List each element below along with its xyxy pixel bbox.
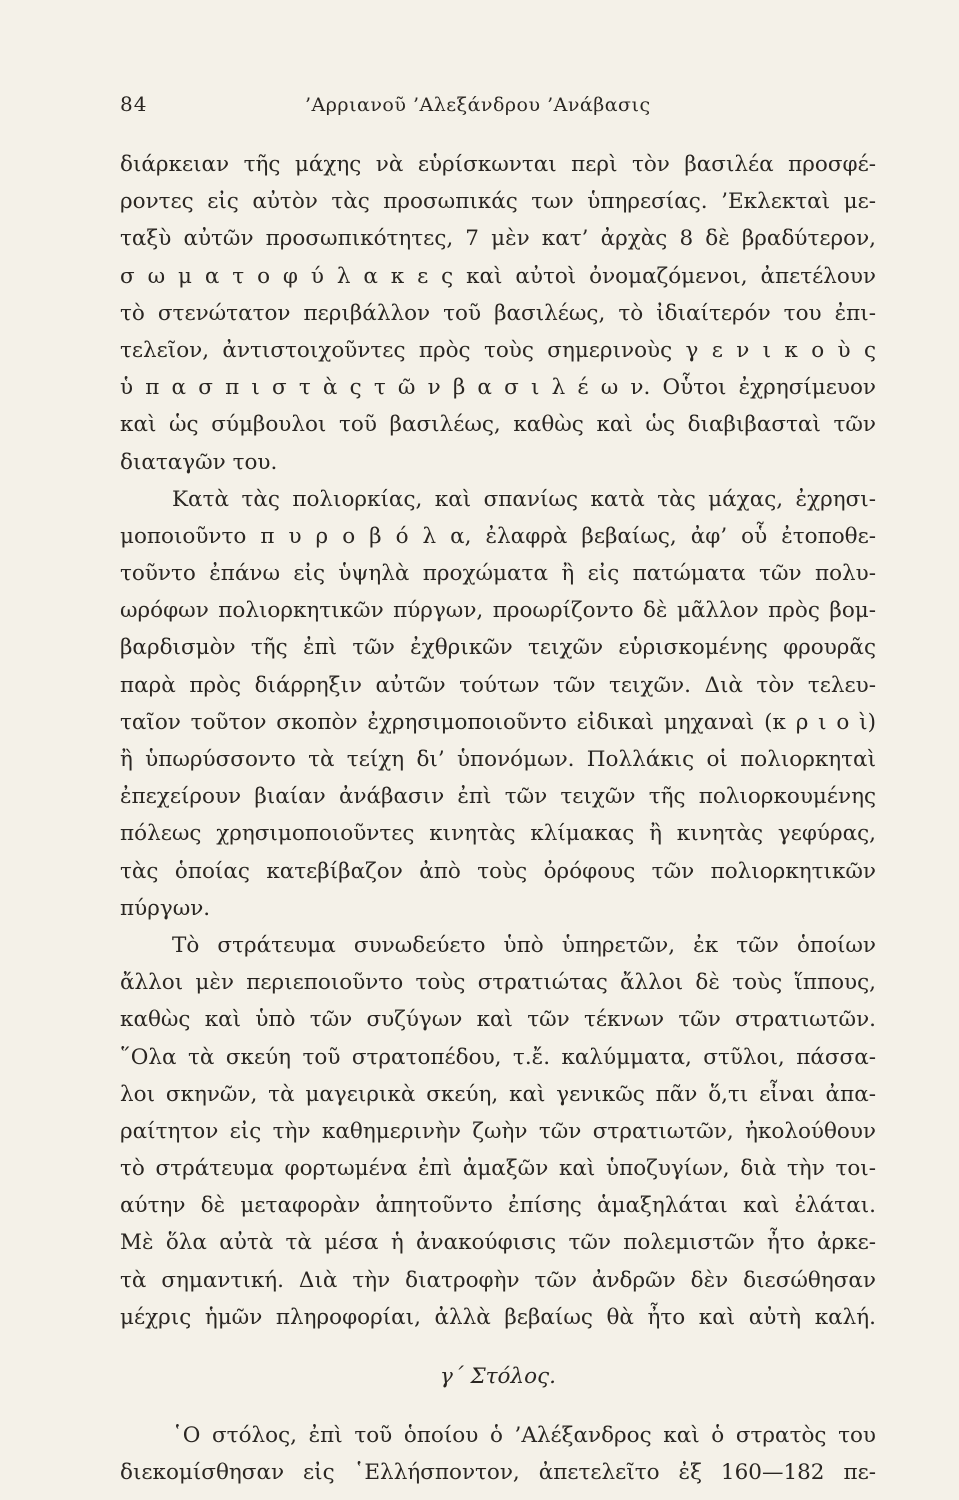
section-heading: γ΄ Στόλος. (440, 1364, 556, 1389)
section-spacer (120, 1336, 876, 1358)
text-line: ταξὺ αὐτῶν προσωπικότητες, 7 μὲν κατ’ ἀρχὰς 8 δὲ βραδύτερον, (120, 226, 876, 252)
text-line: πόλεως χρησιμοποιοῦντες κινητὰς κλίμακας ἢ κινητὰς γεφύρας, (120, 821, 876, 847)
text-line: μέχρις ἡμῶν πληροφορίαι, ἀλλὰ βεβαίως θὰ ἦτο καὶ αὐτὴ καλή. (120, 1304, 876, 1330)
body-text (120, 146, 876, 1492)
text-line: τοῦντο ἐπάνω εἰς ὑψηλὰ προχώματα ἢ εἰς πατώματα τῶν πολυ- (120, 561, 876, 587)
text-line: ροντες εἰς αὐτὸν τὰς προσωπικάς των ὑπηρεσίας. ’Εκλεκταὶ με- (120, 189, 876, 215)
text-line: ὑ π α σ π ι σ τ ὰ ς τ ῶ ν β α σ ι λ έ ω ν. Οὗτοι ἐχρησίμευον (120, 375, 876, 401)
text-line: Τὸ στράτευμα συνωδεύετο ὑπὸ ὑπηρετῶν, ἐκ τῶν ὁποίων (172, 932, 876, 958)
text-line: ταῖον τοῦτον σκοπὸν ἐχρησιμοποιοῦντο εἰδικαὶ μηχαναὶ (κ ρ ι ο ὶ) (120, 709, 876, 735)
text-line: καθὼς καὶ ὑπὸ τῶν συζύγων καὶ τῶν τέκνων τῶν στρατιωτῶν. (120, 1007, 876, 1033)
text-line: ραίτητον εἰς τὴν καθημερινὴν ζωὴν τῶν στρατιωτῶν, ἠκολούθουν (120, 1118, 876, 1144)
text-line: τὸ στράτευμα φορτωμένα ἐπὶ ἀμαξῶν καὶ ὑποζυγίων, διὰ τὴν τοι- (120, 1156, 876, 1182)
text-line: διεκομίσθησαν εἰς ῾Ελλήσποντον, ἀπετελεῖτο ἐξ 160—182 πε- (120, 1460, 876, 1486)
text-line: βαρδισμὸν τῆς ἐπὶ τῶν ἐχθρικῶν τειχῶν εὑρισκομένης φρουρᾶς (120, 635, 876, 661)
text-line: παρὰ πρὸς διάρρηξιν αὐτῶν τούτων τῶν τειχῶν. Διὰ τὸν τελευ- (120, 672, 876, 698)
text-line: τὰ σημαντική. Διὰ τὴν διατροφὴν τῶν ἀνδρῶν δὲν διεσώθησαν (120, 1267, 876, 1293)
text-line: σ ω μ α τ ο φ ύ λ α κ ε ς καὶ αὐτοὶ ὀνομαζόμενοι, ἀπετέλουν (120, 263, 876, 289)
text-line: διαταγῶν του. (120, 449, 278, 475)
text-line: τὰς ὁποίας κατεβίβαζον ἀπὸ τοὺς ὀρόφους τῶν πολιορκητικῶν (120, 858, 876, 884)
section-spacer (120, 1395, 876, 1417)
page-number: 84 (120, 92, 148, 116)
text-line: διάρκειαν τῆς μάχης νὰ εὑρίσκωνται περὶ τὸν βασιλέα προσφέ- (120, 152, 876, 177)
text-line: ἐπεχείρουν βιαίαν ἀνάβασιν ἐπὶ τῶν τειχῶν τῆς πολιορκουμένης (120, 784, 876, 810)
text-line: τελεῖον, ἀντιστοιχοῦντες πρὸς τοὺς σημερινοὺς γ ε ν ι κ ο ὺ ς (120, 337, 876, 363)
text-line: μοποιοῦντο π υ ρ ο β ό λ α, ἐλαφρὰ βεβαίως, ἀφ’ οὗ ἐτοποθε- (120, 523, 876, 549)
text-line: ῞Ολα τὰ σκεύη τοῦ στρατοπέδου, τ.ἔ. καλύμματα, στῦλοι, πάσσα- (120, 1044, 876, 1070)
running-title: ’Αρριανοῦ ’Αλεξάνδρου ’Ανάβασις (305, 94, 651, 116)
text-line: Κατὰ τὰς πολιορκίας, καὶ σπανίως κατὰ τὰς μάχας, ἐχρησι- (172, 486, 876, 512)
text-line: Μὲ ὅλα αὐτὰ τὰ μέσα ἡ ἀνακούφισις τῶν πολεμιστῶν ἦτο ἀρκε- (120, 1230, 876, 1256)
text-line: τὸ στενώτατον περιβάλλον τοῦ βασιλέως, τὸ ἰδιαίτερόν του ἐπι- (120, 300, 876, 326)
text-line: ωρόφων πολιορκητικῶν πύργων, προωρίζοντο δὲ μᾶλλον πρὸς βομ- (120, 598, 876, 624)
text-line: αύτην δὲ μεταφορὰν ἀπητοῦντο ἐπίσης ἁμαξηλάται καὶ ἐλάται. (120, 1193, 876, 1219)
text-line: ἢ ὑπωρύσσοντο τὰ τείχη δι’ ὑπονόμων. Πολλάκις οἱ πολιορκηταὶ (120, 747, 876, 772)
text-line: καὶ ὡς σύμβουλοι τοῦ βασιλέως, καθὼς καὶ ὡς διαβιβασταὶ τῶν (120, 412, 876, 438)
text-line: ῾Ο στόλος, ἐπὶ τοῦ ὁποίου ὁ ’Αλέξανδρος καὶ ὁ στρατὸς του (172, 1423, 876, 1449)
text-line: ἄλλοι μὲν περιεποιοῦντο τοὺς στρατιώτας ἄλλοι δὲ τοὺς ἵππους, (120, 970, 876, 996)
text-line: πύργων. (120, 895, 211, 921)
text-line: λοι σκηνῶν, τὰ μαγειρικὰ σκεύη, καὶ γενικῶς πᾶν ὅ,τι εἶναι ἀπα- (120, 1081, 876, 1107)
